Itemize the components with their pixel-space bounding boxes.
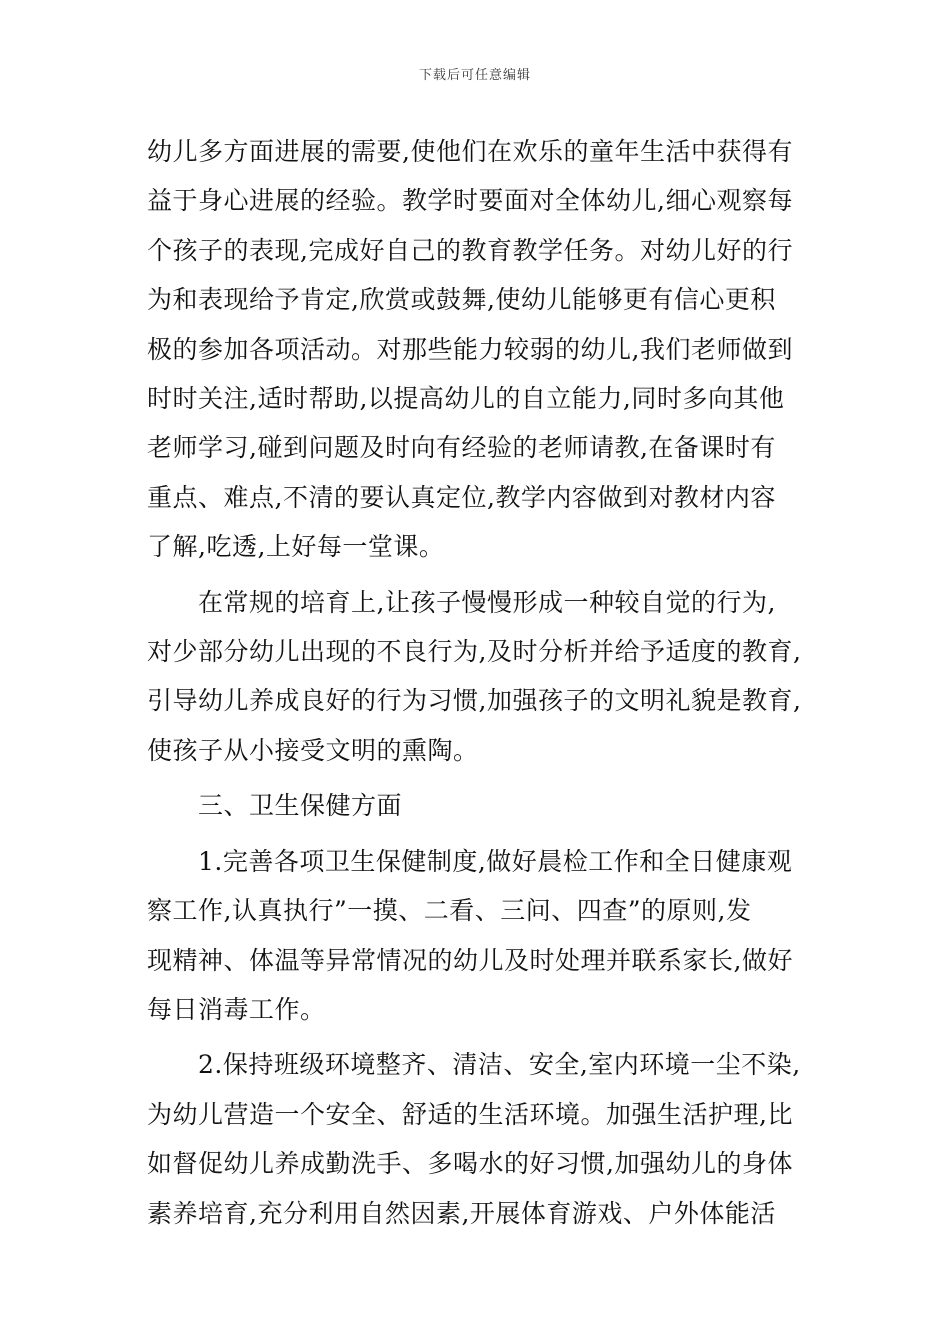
text-line: 在常规的培育上,让孩子慢慢形成一种较自觉的行为, [198,587,776,617]
paragraph [147,837,817,1035]
text-line: 察工作,认真执行”一摸、二看、三问、四查”的原则,发 [147,896,752,926]
text-line: 个孩子的表现,完成好自己的教育教学任务。对幼儿好的行 [147,235,793,265]
text-line: 益于身心进展的经验。教学时要面对全体幼儿,细心观察每 [147,186,793,216]
text-line: 引导幼儿养成良好的行为习惯,加强孩子的文明礼貌是教育, [147,686,802,716]
text-line: 了解,吃透,上好每一堂课。 [147,532,445,562]
paragraph [147,578,817,776]
document-body [147,127,817,1238]
text-line: 重点、难点,不清的要认真定位,教学内容做到对教材内容 [147,482,776,512]
text-line: 1.完善各项卫生保健制度,做好晨检工作和全日健康观 [198,846,793,876]
section-heading [147,781,817,830]
text-line: 素养培育,充分利用自然因素,开展体育游戏、户外体能活 [147,1198,776,1228]
text-line: 老师学习,碰到问题及时向有经验的老师请教,在备课时有 [147,433,776,463]
text-line: 幼儿多方面进展的需要,使他们在欢乐的童年生活中获得有 [147,137,793,166]
text-line: 为和表现给予肯定,欣赏或鼓舞,使幼儿能够更有信心更积 [147,285,776,315]
text-line: 2.保持班级环境整齐、清洁、安全,室内环境一尘不染, [198,1050,801,1080]
text-line: 对少部分幼儿出现的不良行为,及时分析并给予适度的教育, [147,637,802,667]
paragraph [147,1040,817,1238]
text-line: 每日消毒工作。 [147,994,326,1024]
text-line: 如督促幼儿养成勤洗手、多喝水的好习惯,加强幼儿的身体 [147,1149,793,1179]
text-line: 极的参加各项活动。对那些能力较弱的幼儿,我们老师做到 [147,334,793,364]
text-line: 三、卫生保健方面 [198,791,403,821]
page-header: 下载后可任意编辑 [418,68,531,83]
text-line: 时时关注,适时帮助,以提高幼儿的自立能力,同时多向其他 [147,384,785,414]
paragraph [147,127,817,572]
text-line: 现精神、体温等异常情况的幼儿及时处理并联系家长,做好 [147,945,793,975]
text-line: 使孩子从小接受文明的熏陶。 [147,735,479,765]
text-line: 为幼儿营造一个安全、舒适的生活环境。加强生活护理,比 [147,1099,793,1129]
